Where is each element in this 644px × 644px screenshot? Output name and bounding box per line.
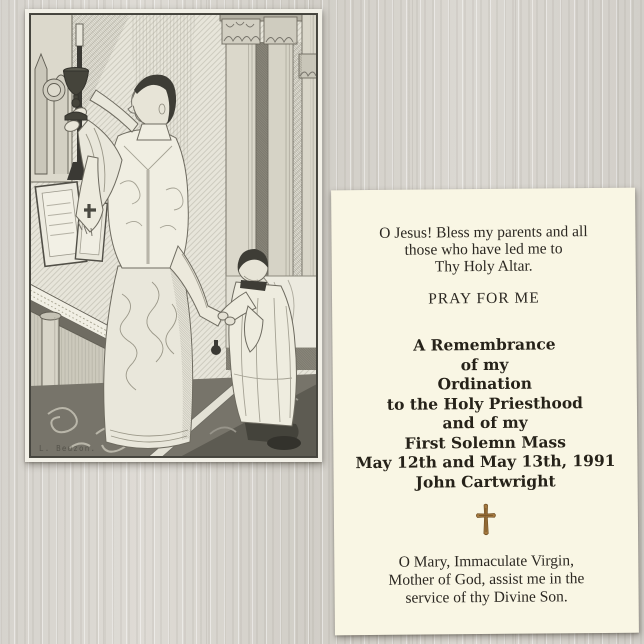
remembrance-line: First Solemn Mass	[404, 431, 567, 453]
dedication-line: Thy Holy Altar.	[434, 257, 533, 276]
columns	[220, 14, 317, 309]
prayer-holy-card	[331, 188, 639, 636]
remembrance-line: A Remembrance	[413, 334, 556, 355]
remembrance-line: Ordination	[437, 373, 533, 394]
dedication-line: O Jesus! Bless my parents and all	[379, 223, 588, 242]
server-head	[238, 249, 268, 282]
engraving-frame	[29, 13, 318, 458]
engraving-holy-card	[25, 9, 322, 462]
crucifix-icon	[334, 502, 638, 539]
remembrance-line: May 12th and May 13th, 1991	[355, 450, 616, 473]
marian-line: O Mary, Immaculate Virgin,	[398, 552, 575, 571]
marian-prayer	[334, 552, 638, 609]
marian-line: service of thy Divine Son.	[405, 588, 568, 607]
artist-signature: L. Beuzon.	[39, 444, 97, 453]
pray-for-me-heading: PRAY FOR ME	[428, 289, 540, 308]
engraving-illustration	[30, 14, 317, 457]
remembrance-line: and of my	[442, 412, 528, 433]
marian-line: Mother of God, assist me in the	[388, 570, 585, 589]
remembrance-line: to the Holy Priesthood	[386, 392, 584, 414]
dedication-prayer	[331, 223, 635, 277]
remembrance-line: of my	[460, 354, 509, 374]
dedication-line: those who have led me to	[404, 240, 563, 259]
remembrance-line: John Cartwright	[415, 470, 556, 492]
remembrance-block	[332, 334, 637, 493]
